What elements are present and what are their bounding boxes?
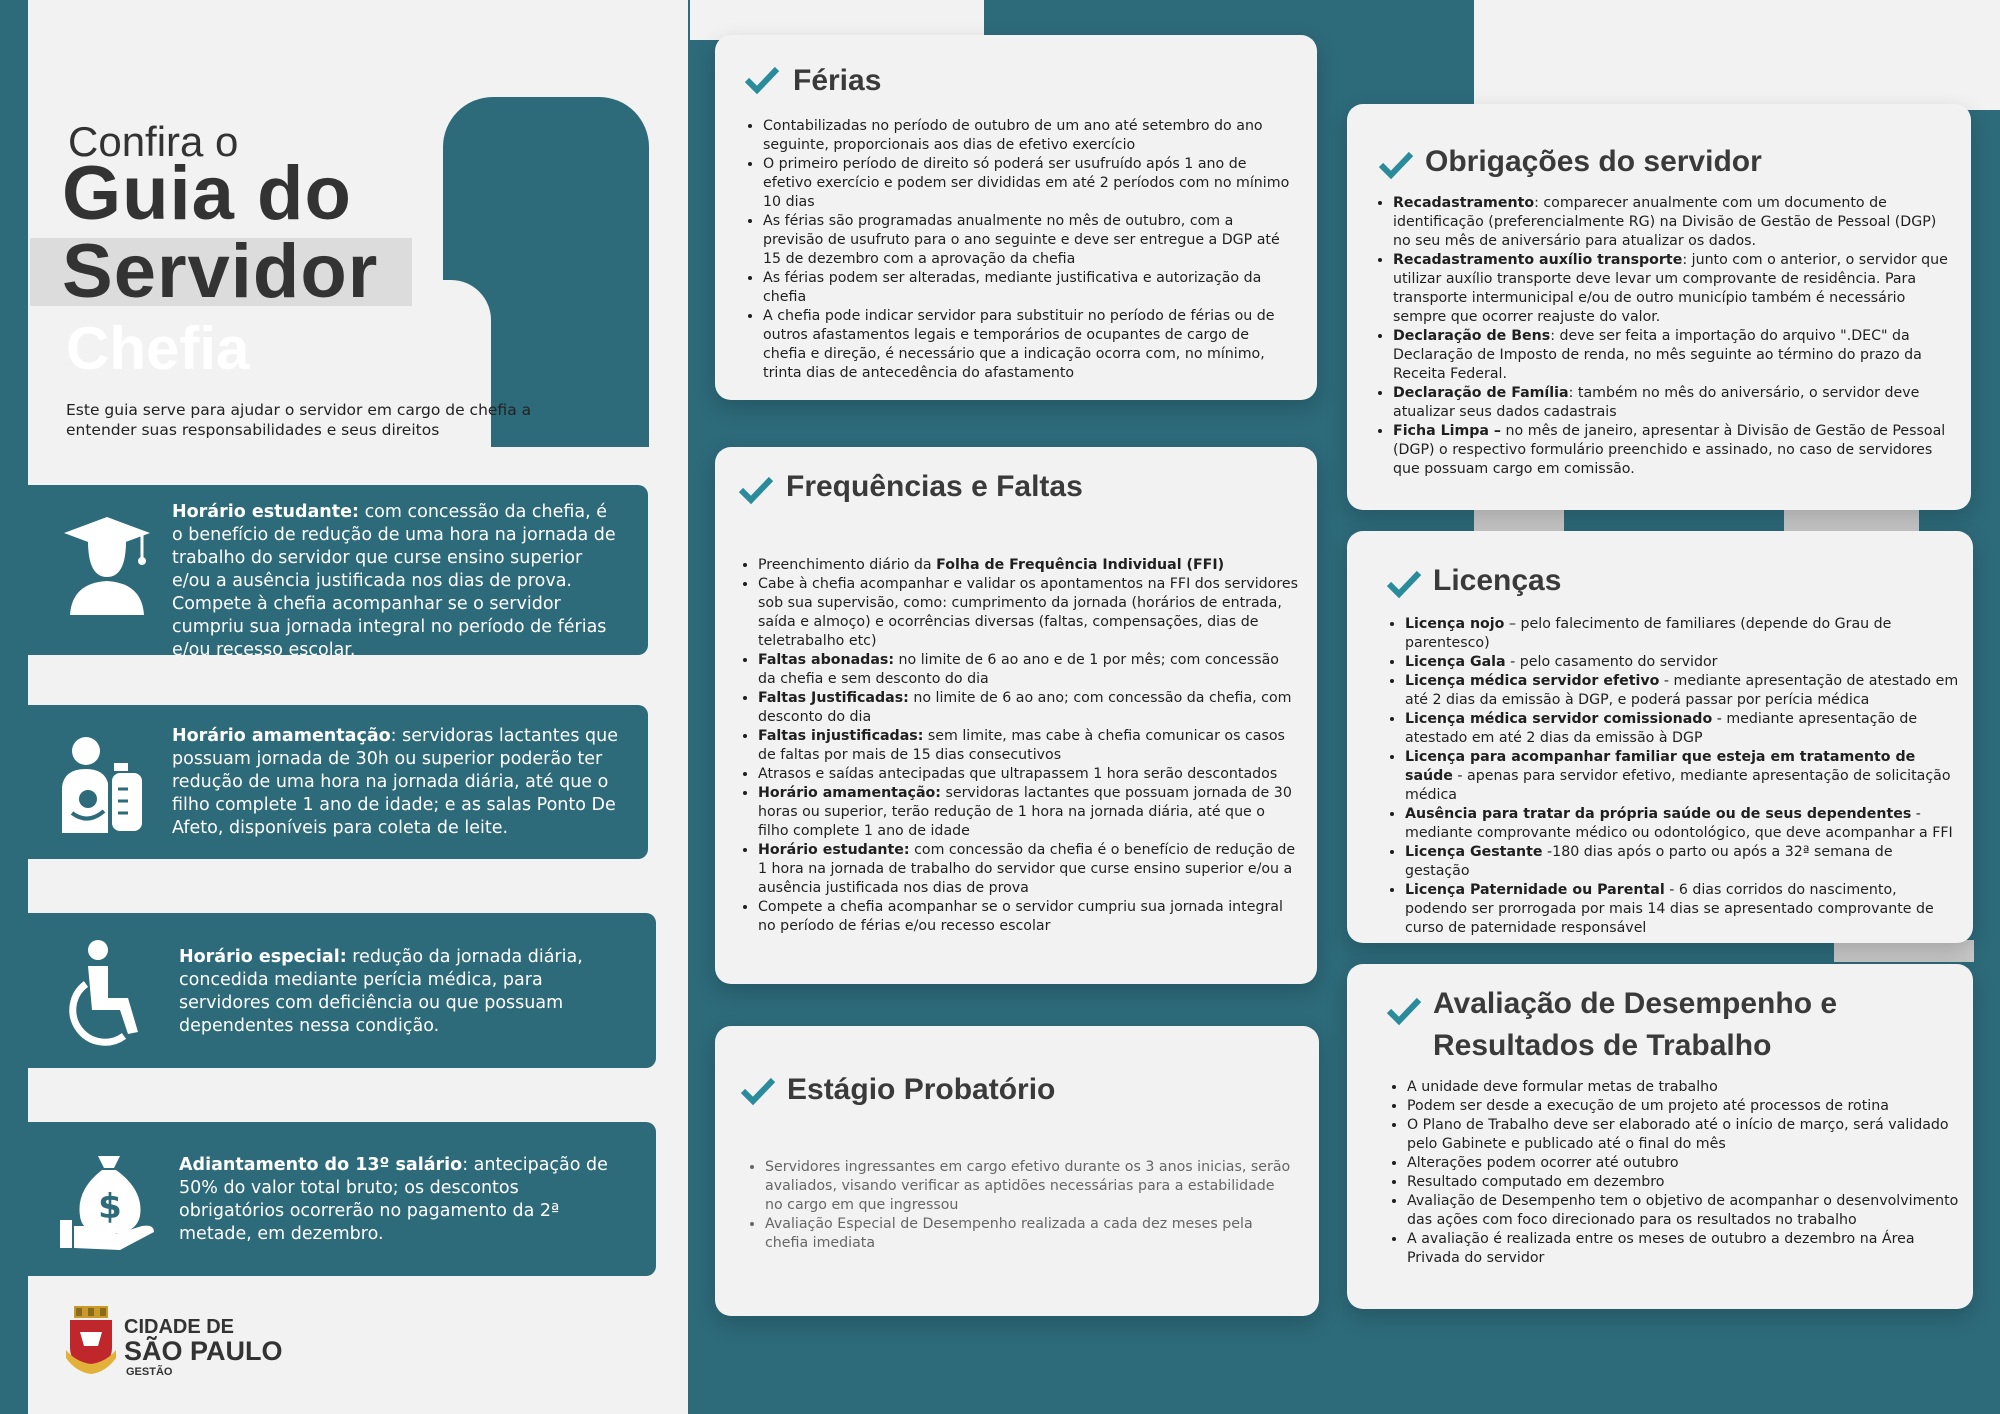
city-crest-icon <box>66 1306 116 1376</box>
card-body: : antecipação de 50% do valor total bruto; os descontos obrigatórios ocorrerão no pagamento da 2ª metade, em dezembro. <box>179 1155 608 1244</box>
list-item: • As férias podem ser alteradas, mediante justificativa e autorização da chefia <box>763 269 1293 307</box>
list-item: • Compete a chefia acompanhar se o servidor cumpriu sua jornada integral no período de férias e/ou recesso escolar <box>758 898 1300 936</box>
card-body: com concessão da chefia, é o benefício de redução de uma hora na jornada de trabalho do servidor que curse ensino superior e/ou a ausência justificada nos dias de prova. Compete à chefia acompanhar se o servidor cumpriu sua jornada integral no período de férias e/ou recesso escolar. <box>172 502 616 660</box>
ferias-list <box>745 117 1293 383</box>
frequencias-list <box>740 556 1300 936</box>
list-item: • O Plano de Trabalho deve ser elaborado até o início de março, será validado pelo Gabinete e publicado até o final do mês <box>1407 1116 1959 1154</box>
list-item: • Licença nojo – pelo falecimento de familiares (depende do Grau de parentesco) <box>1405 615 1959 653</box>
check-icon <box>739 1076 777 1106</box>
list-item: • A avaliação é realizada entre os meses de outubro a dezembro na Área Privada do servidor <box>1407 1230 1959 1268</box>
licencas-list <box>1387 615 1959 938</box>
section-title: Frequências e Faltas <box>786 470 1083 503</box>
list-item: • A chefia pode indicar servidor para substituir no período de férias ou de outros afastamentos legais e temporários de ocupantes de cargo de chefia e direção, é necessário que a indicação ocorra com, no mínimo, trinta dias de antecedência do afastamento <box>763 307 1293 383</box>
logo-text-line2: SÃO PAULO <box>124 1336 283 1366</box>
check-icon <box>1385 996 1423 1026</box>
list-item: • Recadastramento auxílio transporte: junto com o anterior, o servidor que utilizar auxílio transporte deve levar um comprovante de residência. Para transporte intermunicipal e/ou de outro município também é necessário sempre que ocorrer reajuste do valor. <box>1393 251 1955 327</box>
list-item: • O primeiro período de direito só poderá ser usufruído após 1 ano de efetivo exercício e podem ser divididas em até 2 períodos com no mínimo 10 dias <box>763 155 1293 212</box>
list-item: • Licença Gestante -180 dias após o parto ou após a 32ª semana de gestação <box>1405 843 1959 881</box>
list-item: • Horário estudante: com concessão da chefia é o benefício de redução de 1 hora na jornada de trabalho do servidor que curse ensino superior e/ou a ausência justificada nos dias de prova <box>758 841 1300 898</box>
card-text <box>179 946 599 1038</box>
card-estagio-probatorio <box>715 1026 1319 1316</box>
card-frequencias-faltas <box>715 447 1317 984</box>
card-avaliacao-desempenho <box>1347 964 1973 1309</box>
section-title: Licenças <box>1433 564 1562 597</box>
list-item: • Licença médica servidor efetivo - mediante apresentação de atestado em até 2 dias da emissão à DGP, e poderá passar por perícia médica <box>1405 672 1959 710</box>
header-guia: Guia do <box>62 151 352 236</box>
check-icon <box>737 475 775 505</box>
wheelchair-icon <box>62 939 152 1051</box>
list-item: • Avaliação Especial de Desempenho realizada a cada dez meses pela chefia imediata <box>765 1215 1295 1253</box>
card-horario-amamentacao <box>28 705 648 859</box>
list-item: • As férias são programadas anualmente no mês de outubro, com a previsão de usufruto para o ano seguinte e deve ser entregue a DGP até 15 de dezembro com a aprovação da chefia <box>763 212 1293 269</box>
list-item: • Podem ser desde a execução de um projeto até processos de rotina <box>1407 1097 1959 1116</box>
card-horario-estudante <box>28 485 648 660</box>
list-item: • Declaração de Família: também no mês do aniversário, o servidor deve atualizar seus dados cadastrais <box>1393 384 1955 422</box>
obrigacoes-list <box>1375 194 1955 479</box>
breastfeeding-icon <box>56 735 146 835</box>
card-obrigacoes <box>1347 104 1971 510</box>
list-item: • Faltas Justificadas: no limite de 6 ao ano; com concessão da chefia, com desconto do dia <box>758 689 1300 727</box>
list-item: • Resultado computado em dezembro <box>1407 1173 1959 1192</box>
card-adiantamento-13 <box>28 1122 656 1276</box>
header-confira: Confira o <box>68 118 239 165</box>
list-item: • Ausência para tratar da própria saúde ou de seus dependentes - mediante comprovante médico ou odontológico, que deve acompanhar a FFI <box>1405 805 1959 843</box>
check-icon <box>1377 150 1415 180</box>
section-title: Estágio Probatório <box>787 1073 1056 1106</box>
card-text <box>172 501 622 662</box>
card-body: : servidoras lactantes que possuam jornada de 30h ou superior poderão ter redução de uma hora na jornada diária, até que o filho complete 1 ano de idade; e as salas Ponto De Afeto, disponíveis para coleta de leite. <box>172 726 618 838</box>
list-item: • Licença Paternidade ou Parental - 6 dias corridos do nascimento, podendo ser prorrogada por mais 14 dias se apresentado comprovante de curso de paternidade responsável <box>1405 881 1959 938</box>
list-item: • Faltas injustificadas: sem limite, mas cabe à chefia comunicar os casos de faltas por mais de 15 dias consecutivos <box>758 727 1300 765</box>
list-item: • Ficha Limpa – no mês de janeiro, apresentar à Divisão de Gestão de Pessoal (DGP) o respectivo formulário preenchido e assinado, no caso de servidores que possuam cargo em comissão. <box>1393 422 1955 479</box>
section-title: Avaliação de Desempenho e <box>1433 987 1838 1020</box>
header-chefia: Chefia <box>66 315 250 382</box>
list-item: • Faltas abonadas: no limite de 6 ao ano e de 1 por mês; com concessão da chefia e sem desconto do dia <box>758 651 1300 689</box>
section-title-line2: Resultados de Trabalho <box>1433 1029 1772 1062</box>
list-item: • Atrasos e saídas antecipadas que ultrapassem 1 hora serão descontados <box>758 765 1300 784</box>
list-item: • Cabe à chefia acompanhar e validar os apontamentos na FFI dos servidores sob sua supervisão, como: cumprimento da jornada (horários de entrada, saída e almoço) e ocorrências diversas (faltas, compensações, dias de teletrabalho etc) <box>758 575 1300 651</box>
header-servidor: Servidor <box>62 229 379 314</box>
list-item: • Declaração de Bens: deve ser feita a importação do arquivo ".DEC" da Declaração de Imposto de renda, no mês seguinte ao término do prazo da Receita Federal. <box>1393 327 1955 384</box>
list-item: • Alterações podem ocorrer até outubro <box>1407 1154 1959 1173</box>
estagio-list <box>747 1158 1295 1253</box>
card-text <box>172 725 622 840</box>
divider-strip <box>1834 940 1974 962</box>
section-title: Férias <box>793 64 882 97</box>
card-title: Horário especial: <box>179 947 347 967</box>
list-item: • Licença médica servidor comissionado - mediante apresentação de atestado em até 2 dias da emissão à DGP <box>1405 710 1959 748</box>
logo-text-line3: GESTÃO <box>126 1366 173 1378</box>
card-title: Horário estudante: <box>172 502 359 522</box>
list-item: • Licença Gala - pelo casamento do servidor <box>1405 653 1959 672</box>
card-text <box>179 1154 609 1246</box>
top-band-background <box>690 0 984 40</box>
check-icon <box>743 65 781 95</box>
section-title: Obrigações do servidor <box>1425 145 1762 178</box>
list-item: • Servidores ingressantes em cargo efetivo durante os 3 anos inicias, serão avaliados, visando verificar as aptidões necessárias para a estabilidade no cargo em que ingressou <box>765 1158 1295 1215</box>
list-item: • Avaliação de Desempenho tem o objetivo de acompanhar o desenvolvimento das ações com foco direcionado para os resultados no trabalho <box>1407 1192 1959 1230</box>
avaliacao-list <box>1389 1078 1959 1268</box>
list-item: • Contabilizadas no período de outubro de um ano até setembro do ano seguinte, proporcionais aos dias de efetivo exercício <box>763 117 1293 155</box>
list-item: • A unidade deve formular metas de trabalho <box>1407 1078 1959 1097</box>
card-licencas <box>1347 531 1973 943</box>
list-item: • Horário amamentação: servidoras lactantes que possuam jornada de 30 horas ou superior, terão redução de 1 hora na jornada diária, até que o filho complete 1 ano de idade <box>758 784 1300 841</box>
card-ferias <box>715 35 1317 400</box>
list-item: • Preenchimento diário da Folha de Frequência Individual (FFI) <box>758 556 1300 575</box>
card-title: Adiantamento do 13º salário <box>179 1155 463 1175</box>
top-right-background <box>1474 0 2000 110</box>
card-horario-especial <box>28 913 656 1068</box>
card-title: Horário amamentação <box>172 726 391 746</box>
card-body: redução da jornada diária, concedida mediante perícia médica, para servidores com deficiência ou que possuam dependentes nessa condição. <box>179 947 583 1036</box>
graduate-icon <box>62 515 152 615</box>
intro-text: Este guia serve para ajudar o servidor em cargo de chefia a entender suas responsabilidades e seus direitos <box>66 401 532 439</box>
check-icon <box>1385 569 1423 599</box>
svg-text:$: $ <box>98 1187 122 1227</box>
money-bag-icon <box>56 1152 160 1252</box>
logo-text-line1: CIDADE DE <box>124 1316 235 1338</box>
list-item: • Recadastramento: comparecer anualmente com um documento de identificação (preferencialmente RG) na Divisão de Gestão de Pessoal (DGP) no seu mês de aniversário para atualizar os dados. <box>1393 194 1955 251</box>
list-item: • Licença para acompanhar familiar que esteja em tratamento de saúde - apenas para servidor efetivo, mediante apresentação de solicitação médica <box>1405 748 1959 805</box>
